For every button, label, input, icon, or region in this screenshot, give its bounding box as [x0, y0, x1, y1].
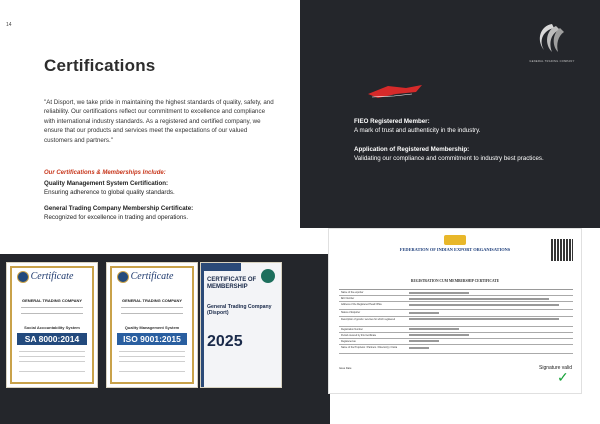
left-page — [0, 0, 300, 228]
membership-heading: CERTIFICATE OF MEMBERSHIP — [207, 277, 257, 290]
table-row: Name of the exporter — [339, 290, 573, 296]
logo-caption: GENERAL TRADING COMPANY — [529, 60, 575, 63]
fieo-member-block — [354, 118, 554, 135]
page-title: Certifications — [44, 56, 156, 75]
table-row: Period covered by this Certificate — [339, 333, 573, 339]
cert-standard: Social Accountability System — [24, 325, 80, 330]
cert-code: SA 8000:2014 — [17, 333, 87, 345]
table-row: Registered as — [339, 339, 573, 345]
fieo-table — [339, 289, 573, 365]
cert-company: GENERAL TRADING COMPANY — [121, 298, 183, 303]
application-text: Validating our compliance and commitment to industry best practices. — [354, 154, 544, 162]
cert-code: ISO 9001:2015 — [117, 333, 187, 345]
cert-title: Certificate — [130, 271, 174, 282]
qms-title: Quality Management System Certification: — [44, 180, 169, 187]
fieo-org-name: FEDERATION OF INDIAN EXPORT ORGANISATIONS — [399, 247, 511, 252]
right-dark-panel — [300, 0, 600, 228]
fieo-cert-heading: REGISTRATION CUM MEMBERSHIP CERTIFICATE — [410, 279, 500, 283]
fieo-member-title: FIEO Registered Member: — [354, 118, 430, 125]
issue-date-label: Issue Date — [339, 367, 352, 370]
qms-block — [44, 180, 274, 197]
memberships-heading: Our Certifications & Memberships Include: — [44, 170, 166, 176]
swirl-logo-icon — [522, 18, 582, 60]
cert-standard: Quality Management System — [124, 325, 180, 330]
intro-paragraph: "At Disport, we take pride in maintaining the highest standards of quality, safety, and reliability. Our certifications reflect our commitment to excellence and compliance with international industry standards. As a registered and certified company, we ensure that our products and services meet the expectations of our valued customers and partners." — [44, 99, 274, 144]
membership-company: General Trading Company (Disport) — [207, 304, 272, 317]
gtc-block — [44, 205, 274, 222]
sa8000-certificate — [6, 262, 98, 388]
gtc-text: Recognized for excellence in trading and operations. — [44, 213, 189, 221]
gtc-title: General Trading Company Membership Certificate: — [44, 205, 194, 212]
cert-title: Certificate — [30, 271, 74, 282]
cert-company: GENERAL TRADING COMPANY — [21, 298, 83, 303]
fieo-emblem-icon — [444, 235, 466, 245]
table-row: IEC Number — [339, 296, 573, 302]
table-row: Status of Exporter — [339, 310, 573, 316]
table-row: Registration Number — [339, 327, 573, 333]
membership-year: 2025 — [207, 333, 243, 350]
iso9001-certificate — [106, 262, 198, 388]
fieo-member-text: A mark of trust and authenticity in the industry. — [354, 126, 481, 134]
signature-valid: Signature valid — [539, 365, 573, 371]
company-logo — [522, 18, 582, 70]
application-title: Application of Registered Membership: — [354, 146, 470, 153]
fieo-certificate — [328, 228, 582, 394]
checkmark-icon: ✓ — [557, 369, 569, 385]
table-row: Description of goods / services for which registered — [339, 317, 573, 327]
qms-text: Ensuring adherence to global quality standards. — [44, 188, 175, 196]
fieo-logo-icon — [366, 82, 424, 102]
membership-certificate — [200, 262, 282, 388]
page-number: 14 — [6, 22, 12, 28]
table-row: Address of the Registered Head Office — [339, 302, 573, 310]
table-row: Name of the Proprietor / Partners / Director(s) / Karta — [339, 345, 573, 354]
application-block — [354, 146, 554, 163]
